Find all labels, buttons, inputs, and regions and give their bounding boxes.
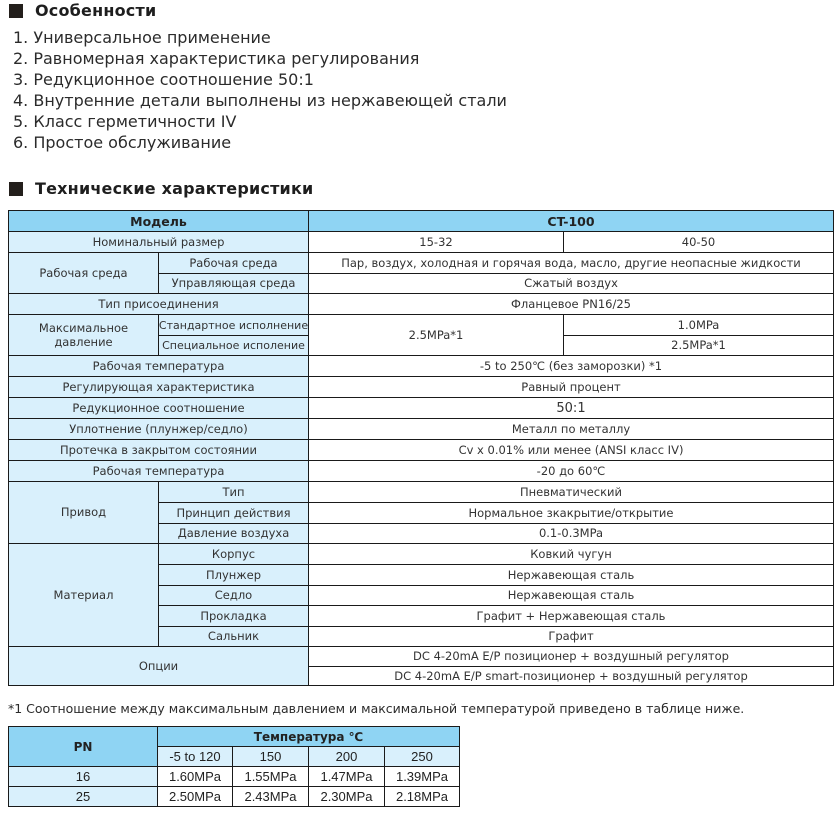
footnote: *1 Соотношение между максимальным давлением и максимальной температурой приведено в таблице ниже. [8,701,745,716]
square-bullet-icon [9,182,23,196]
specs-title: Технические характеристики [35,179,314,198]
characteristic-label: Регулирующая характеристика [9,377,309,398]
temperature-header: Температура ℃ [158,727,460,747]
specs-table [8,210,834,686]
air-pressure-value: 0.1-0.3MPa [309,524,833,544]
seat-value: Нержавеющая сталь [309,586,833,606]
nominal-size-value: 15-32 [309,232,564,253]
pn-value: 25 [9,787,158,807]
pressure-cell: 2.50MPa [158,787,233,807]
feature-item: 6. Простое обслуживание [13,133,232,152]
features-title: Особенности [35,1,157,20]
working-medium-label: Рабочая среда [159,253,309,274]
seal-value: Металл по металлу [309,419,833,440]
rangeability-value: 50:1 [309,398,833,419]
material-label: Материал [9,544,159,647]
ambient-temp-value: -20 до 60℃ [309,461,833,482]
connection-value: Фланцевое PN16/25 [309,294,833,315]
special-version-value: 2.5MPa*1 [564,336,833,356]
feature-item: 2. Равномерная характеристика регулирования [13,49,420,68]
packing-label: Сальник [159,627,309,647]
temp-column-header: 250 [385,747,460,767]
pressure-cell: 2.43MPa [233,787,309,807]
option-value: DC 4-20mA E/P позиционер + воздушный регулятор [309,647,833,667]
working-temp-value: -5 to 250℃ (без заморозки) *1 [309,356,833,377]
option-value: DC 4-20mA E/P smart-позиционер + воздушный регулятор [309,667,833,685]
specs-heading [9,179,313,198]
feature-item: 3. Редукционное соотношение 50:1 [13,70,314,89]
connection-label: Тип присоединения [9,294,309,315]
actuator-action-value: Нормальное зкакрытие/открытие [309,503,833,524]
seat-label: Седло [159,586,309,606]
actuator-type-value: Пневматический [309,482,833,503]
control-medium-value: Сжатый воздух [309,274,833,294]
pressure-cell: 2.30MPa [309,787,385,807]
special-version-label: Специальное исполение [159,336,309,356]
pressure-temperature-table [8,726,460,807]
air-pressure-label: Давление воздуха [159,524,309,544]
pressure-cell: 1.47MPa [309,767,385,787]
seal-label: Уплотнение (плунжер/седло) [9,419,309,440]
feature-item: 4. Внутренние детали выполнены из нержавеющей стали [13,91,507,110]
pressure-cell: 1.60MPa [158,767,233,787]
leakage-label: Протечка в закрытом состоянии [9,440,309,461]
temp-column-header: -5 to 120 [158,747,233,767]
options-label: Опции [9,647,309,685]
pn-value: 16 [9,767,158,787]
features-list [13,27,507,153]
actuator-label: Привод [9,482,159,544]
packing-value: Графит [309,627,833,647]
square-bullet-icon [9,4,23,18]
ambient-temp-label: Рабочая температура [9,461,309,482]
table-row [9,767,460,787]
max-pressure-label: Максимальное давление [9,315,159,356]
pressure-cell: 2.18MPa [385,787,460,807]
leakage-value: Cv x 0.01% или менее (ANSI класс IV) [309,440,833,461]
pressure-cell: 1.39MPa [385,767,460,787]
actuator-action-label: Принцип действия [159,503,309,524]
medium-label: Рабочая среда [9,253,159,294]
gasket-value: Графит + Нержавеющая сталь [309,606,833,627]
plug-label: Плунжер [159,565,309,586]
features-heading [9,1,156,20]
standard-version-label: Стандартное исполнение [159,315,309,336]
body-value: Ковкий чугун [309,544,833,565]
model-label: Модель [9,211,309,232]
pressure-cell: 1.55MPa [233,767,309,787]
characteristic-value: Равный процент [309,377,833,398]
temp-column-header: 200 [309,747,385,767]
control-medium-label: Управляющая среда [159,274,309,294]
nominal-size-label: Номинальный размер [9,232,309,253]
standard-version-value: 1.0MPa [564,315,833,336]
nominal-size-value: 40-50 [564,232,833,253]
working-medium-value: Пар, воздух, холодная и горячая вода, масло, другие неопасные жидкости [309,253,833,274]
table-row [9,787,460,807]
body-label: Корпус [159,544,309,565]
plug-value: Нержавеющая сталь [309,565,833,586]
working-temp-label: Рабочая температура [9,356,309,377]
temp-column-header: 150 [233,747,309,767]
max-pressure-small-value: 2.5MPa*1 [309,315,564,356]
feature-item: 1. Универсальное применение [13,28,271,47]
model-value: CT-100 [309,211,833,232]
rangeability-label: Редукционное соотношение [9,398,309,419]
pn-header: PN [9,727,158,767]
feature-item: 5. Класс герметичности IV [13,112,237,131]
gasket-label: Прокладка [159,606,309,627]
actuator-type-label: Тип [159,482,309,503]
